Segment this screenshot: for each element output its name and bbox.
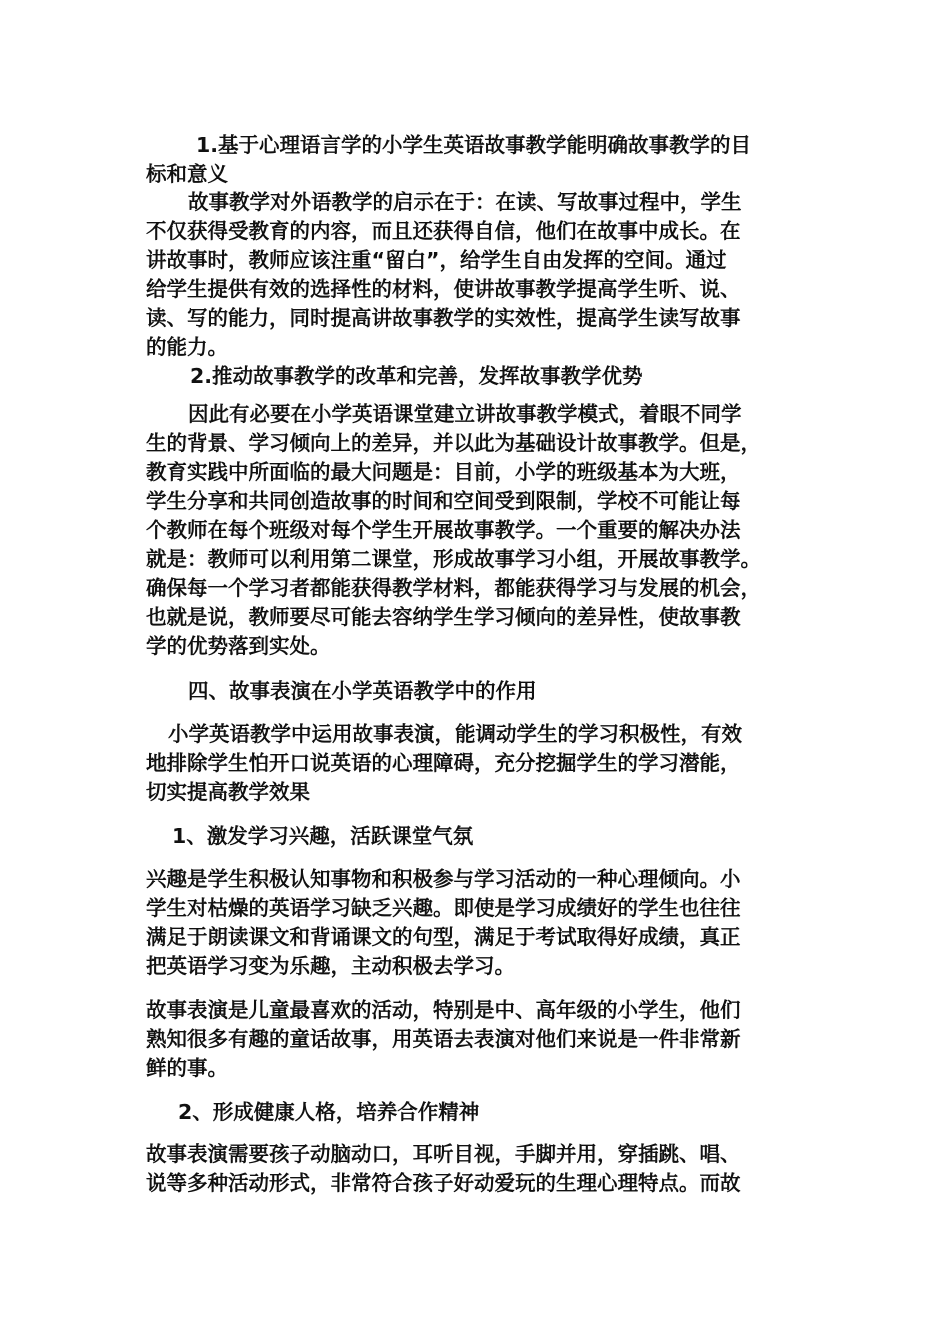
text-line: 确保每一个学习者都能获得教学材料，都能获得学习与发展的机会， <box>146 576 761 600</box>
text-line: 讲故事时，教师应该注重“留白”，给学生自由发挥的空间。通过 <box>146 248 727 272</box>
text-line: 小学英语教学中运用故事表演，能调动学生的学习积极性，有效 <box>168 722 742 746</box>
text-line: 给学生提供有效的选择性的材料，使讲故事教学提高学生听、说、 <box>146 277 741 301</box>
text-line: 生的背景、学习倾向上的差异，并以此为基础设计故事教学。但是， <box>146 431 761 455</box>
text-line: 鲜的事。 <box>146 1056 228 1080</box>
text-line: 2.推动故事教学的改革和完善，发挥故事教学优势 <box>190 364 643 388</box>
text-line: 标和意义 <box>146 162 228 186</box>
text-line: 个教师在每个班级对每个学生开展故事教学。一个重要的解决办法 <box>146 518 741 542</box>
text-line: 故事表演是儿童最喜欢的活动，特别是中、高年级的小学生，他们 <box>146 998 741 1022</box>
text-line: 学生分享和共同创造故事的时间和空间受到限制，学校不可能让每 <box>146 489 741 513</box>
text-line: 学的优势落到实处。 <box>146 634 331 658</box>
text-line: 满足于朗读课文和背诵课文的句型，满足于考试取得好成绩，真正 <box>146 925 741 949</box>
text-line: 的能力。 <box>146 335 228 359</box>
text-line: 也就是说，教师要尽可能去容纳学生学习倾向的差异性，使故事教 <box>146 605 741 629</box>
text-line: 学生对枯燥的英语学习缺乏兴趣。即使是学习成绩好的学生也往往 <box>146 896 741 920</box>
text-line: 因此有必要在小学英语课堂建立讲故事教学模式，着眼不同学 <box>188 402 742 426</box>
text-line: 把英语学习变为乐趣，主动积极去学习。 <box>146 954 515 978</box>
text-line: 读、写的能力，同时提高讲故事教学的实效性，提高学生读写故事 <box>146 306 741 330</box>
text-line: 地排除学生怕开口说英语的心理障碍，充分挖掘学生的学习潜能， <box>146 751 741 775</box>
text-line: 1.基于心理语言学的小学生英语故事教学能明确故事教学的目 <box>196 133 752 157</box>
text-line: 就是：教师可以利用第二课堂，形成故事学习小组，开展故事教学。 <box>146 547 761 571</box>
text-line: 切实提高教学效果 <box>146 780 310 804</box>
text-line: 兴趣是学生积极认知事物和积极参与学习活动的一种心理倾向。小 <box>146 867 741 891</box>
text-line: 故事教学对外语教学的启示在于：在读、写故事过程中，学生 <box>188 190 742 214</box>
text-line: 故事表演需要孩子动脑动口，耳听目视，手脚并用，穿插跳、唱、 <box>146 1142 741 1166</box>
text-line: 说等多种活动形式，非常符合孩子好动爱玩的生理心理特点。而故 <box>146 1171 741 1195</box>
text-line: 熟知很多有趣的童话故事，用英语去表演对他们来说是一件非常新 <box>146 1027 741 1051</box>
text-line: 1、激发学习兴趣，活跃课堂气氛 <box>172 824 474 848</box>
text-line: 四、故事表演在小学英语教学中的作用 <box>188 679 537 703</box>
text-line: 不仅获得受教育的内容，而且还获得自信，他们在故事中成长。在 <box>146 219 741 243</box>
text-line: 教育实践中所面临的最大问题是：目前，小学的班级基本为大班， <box>146 460 741 484</box>
text-line: 2、形成健康人格，培养合作精神 <box>178 1100 480 1124</box>
